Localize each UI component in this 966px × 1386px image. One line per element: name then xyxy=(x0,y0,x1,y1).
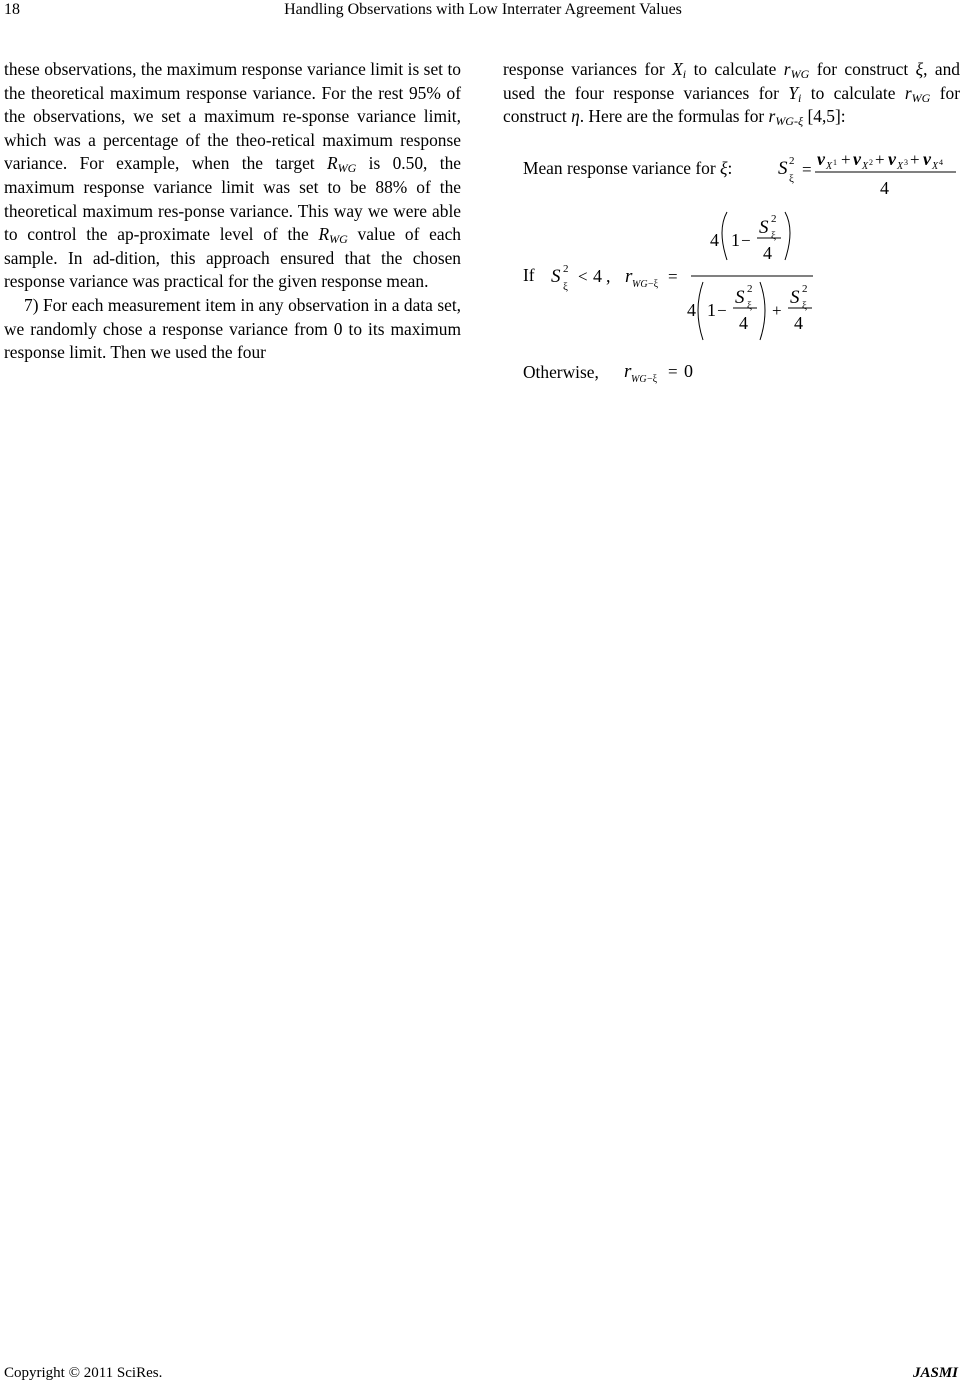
subscript-WG-xi: WG-ξ xyxy=(775,114,804,129)
eq-denominator-4: 4 xyxy=(880,178,889,198)
rwg-otherwise-equation xyxy=(620,355,710,387)
text-run: response variances for xyxy=(503,59,673,79)
symbol-R: R xyxy=(318,224,330,245)
lhs-WG: WG xyxy=(632,279,648,290)
den-S2-sub: ξ xyxy=(802,300,807,312)
den-S2-sup: 2 xyxy=(802,283,808,295)
cond-4: 4 xyxy=(593,266,602,286)
den-inner-4-2: 4 xyxy=(794,313,803,333)
eq-X3: X xyxy=(897,161,904,172)
text-run: is 0.50, the maximum response variance limit was set to be 88% of the theoretical maximum res-ponse variance. This way we were able to control the ap-proximate level of the xyxy=(4,153,462,245)
num-inner-4: 4 xyxy=(763,243,772,263)
cond-sub-xi: ξ xyxy=(563,281,568,293)
oth-WG: WG xyxy=(631,374,647,385)
paragraph: 7) For each measurement item in any observation in a data set, we randomly chose a response variance from 0 to its maximum response limit. Then we used the four xyxy=(4,294,461,363)
eq-X1-sub: 1 xyxy=(833,158,837,167)
cond-sup-2: 2 xyxy=(563,263,569,275)
eq-X3-sub: 3 xyxy=(904,158,908,167)
symbol-xi: ξ xyxy=(720,158,728,178)
text-run: value of each sample. In ad-dition, this approach ensured that the chosen response variance was practical for the given response mean. xyxy=(4,224,461,292)
oth-dash-xi: −ξ xyxy=(647,374,658,385)
text-run: to calculate xyxy=(801,82,905,103)
eq-plus: + xyxy=(875,150,885,169)
eq-X4-sub: 4 xyxy=(939,158,943,167)
subscript-WG: WG xyxy=(329,232,348,247)
text-run: . Here are the formulas for xyxy=(579,106,769,127)
den-inner-4-1: 4 xyxy=(739,313,748,333)
den-left-paren xyxy=(698,282,703,340)
num-minus: − xyxy=(741,231,751,250)
copyright: Copyright © 2011 SciRes. xyxy=(4,1365,163,1381)
den-minus: − xyxy=(717,301,727,320)
left-column xyxy=(4,58,461,365)
eq-X4: X xyxy=(932,161,939,172)
den-plus: + xyxy=(772,301,782,320)
eq-S: S xyxy=(778,158,788,179)
lhs-dash-xi: −ξ xyxy=(648,279,659,290)
rwg-conditional-equation xyxy=(545,200,825,346)
num-right-paren xyxy=(785,212,790,260)
text-run: , and used the four response variances for xyxy=(503,59,961,103)
den-right-paren xyxy=(760,282,765,340)
subscript-WG: WG xyxy=(337,161,357,176)
text-run: for construct xyxy=(809,59,916,79)
journal-name: JASMI xyxy=(912,1365,958,1381)
num-S: S xyxy=(759,217,769,238)
subscript-i: i xyxy=(682,67,687,81)
den-S1-sub: ξ xyxy=(747,300,752,312)
cond-lt: < xyxy=(578,267,588,286)
page-footer xyxy=(0,1364,966,1384)
den-S1-sup: 2 xyxy=(747,283,753,295)
oth-zero: 0 xyxy=(684,361,693,381)
num-1: 1 xyxy=(731,230,740,250)
eq-X2-sub: 2 xyxy=(869,158,873,167)
symbol-eta: η xyxy=(571,106,580,127)
num-sub-xi: ξ xyxy=(771,230,776,242)
symbol-r: r xyxy=(904,82,912,103)
running-title: Handling Observations with Low Interrater Agreement Values xyxy=(284,1,682,18)
symbol-r: r xyxy=(783,59,791,79)
page-header xyxy=(0,0,966,24)
symbol-X: X xyxy=(672,59,683,79)
lhs-r: r xyxy=(625,266,633,287)
label-text: Mean response variance for xyxy=(523,158,721,178)
eq-v4: v xyxy=(923,149,931,169)
page-number: 18 xyxy=(4,1,20,18)
den-S2: S xyxy=(790,287,800,308)
eq-plus: + xyxy=(910,150,920,169)
eq-v1: v xyxy=(817,149,825,169)
eq-v3: v xyxy=(888,149,896,169)
text-run: for construct xyxy=(503,82,960,127)
den-4: 4 xyxy=(687,300,696,320)
eq-equals: = xyxy=(802,160,812,179)
num-sup-2: 2 xyxy=(771,213,777,225)
mean-variance-equation xyxy=(770,142,960,200)
if-label: If xyxy=(523,265,535,285)
eq-plus: + xyxy=(841,150,851,169)
text-run: [4,5]: xyxy=(803,106,846,127)
num-4: 4 xyxy=(710,230,719,250)
oth-equals: = xyxy=(668,362,678,381)
right-column xyxy=(503,58,960,129)
text-run: to calculate xyxy=(686,59,784,79)
eq-v2: v xyxy=(853,149,861,169)
paragraph xyxy=(4,58,461,294)
symbol-r: r xyxy=(768,106,776,127)
subscript-WG: WG xyxy=(790,67,810,81)
den-S1: S xyxy=(735,287,745,308)
lhs-equals: = xyxy=(668,267,678,286)
num-left-paren xyxy=(722,212,727,260)
symbol-R: R xyxy=(327,153,338,174)
mean-variance-label xyxy=(523,157,732,179)
text-run: these observations, the maximum response variance limit is set to the theoretical maximum response variance. For the rest 95% of the observations, we set a maximum re-sponse variance limit, which was a percentage of the theo-retical maximum response variance. For example, when the target xyxy=(4,59,461,174)
colon: : xyxy=(727,158,733,178)
subscript-WG: WG xyxy=(911,90,931,105)
den-1: 1 xyxy=(707,300,716,320)
paragraph xyxy=(503,58,960,129)
cond-comma: , xyxy=(606,266,611,286)
otherwise-label: Otherwise, xyxy=(523,362,599,382)
oth-r: r xyxy=(624,361,632,382)
cond-S: S xyxy=(551,266,561,287)
eq-X1: X xyxy=(826,161,833,172)
subscript-i: i xyxy=(797,90,802,105)
eq-sub-xi: ξ xyxy=(789,173,794,185)
symbol-Y: Y xyxy=(788,82,798,103)
symbol-xi: ξ xyxy=(915,59,924,79)
eq-sup-2: 2 xyxy=(789,155,795,167)
eq-X2: X xyxy=(862,161,869,172)
